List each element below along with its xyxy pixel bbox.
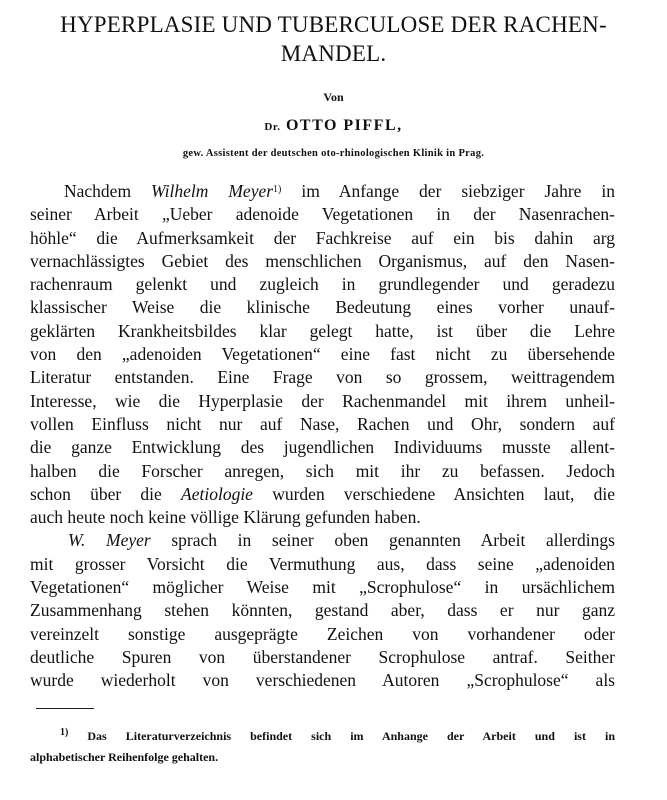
paragraph-1-line: auch heute noch keine völlige Klärung gefunden haben.	[30, 507, 421, 528]
footnote-reference: 1)	[273, 184, 282, 195]
text-run: schon über die	[30, 483, 182, 504]
paragraph-1-line	[30, 180, 615, 203]
paragraph-1-line: geklärten Krankheitsbildes klar gelegt hatte, ist über die Lehre	[30, 320, 615, 341]
paragraph-1-line	[30, 483, 615, 506]
paragraph-1-line: vollen Einfluss nicht nur auf Nase, Rachen und Ohr, sondern auf	[30, 413, 615, 434]
paragraph-2-line: mit grosser Vorsicht die Vermuthung aus, dass seine „adenoiden	[30, 553, 615, 574]
title-line-2: MANDEL.	[280, 41, 387, 66]
paragraph-1-line: vernachlässigtes Gebiet des menschlichen Organismus, auf den Nasen-	[30, 250, 615, 271]
text-run: sprach in seiner oben genannten Arbeit allerdings	[150, 530, 615, 551]
paragraph-2-line: deutliche Spuren von überstandener Scrophulose antraf. Seither	[30, 646, 615, 667]
author-line	[0, 117, 667, 135]
paragraph-1-line: klassischer Weise die klinische Bedeutung eines vorher unauf-	[30, 297, 615, 318]
footnote-line: alphabetischer Reihenfolge gehalten.	[30, 750, 219, 764]
text-run: Nachdem	[64, 181, 152, 201]
footnote-line	[30, 726, 615, 747]
author-title: Dr.	[264, 121, 281, 133]
paragraph-1-line: höhle“ die Aufmerksamkeit der Fachkreise auf ein bis dahin arg	[30, 227, 615, 248]
footnote-marker: 1)	[60, 727, 69, 738]
author-name: OTTO PIFFL,	[285, 117, 403, 134]
paragraph-2-line	[30, 529, 615, 552]
paragraph-2-line: vereinzelt sonstige ausgeprägte Zeichen von vorhandener oder	[30, 623, 615, 644]
paragraph-1-line: seiner Arbeit „Ueber adenoide Vegetationen in der Nasenrachen-	[30, 204, 615, 225]
paragraph-2-line: Zusammenhang stehen könnten, gestand aber, dass er nur ganz	[30, 600, 615, 621]
paragraph-1-line: Interesse, wie die Hyperplasie der Rachenmandel mit ihrem unheil-	[30, 390, 615, 411]
paragraph-1-line: die ganze Entwicklung des jugendlichen Individuums musste allent-	[30, 437, 615, 458]
paragraph-1-line: von den „adenoiden Vegetationen“ eine fast nicht zu übersehende	[30, 344, 615, 365]
cited-author-name: Wilhelm Meyer	[151, 181, 274, 201]
paragraph-1-line: halben die Forscher anregen, sich mit ihr zu befassen. Jedoch	[30, 460, 615, 481]
paragraph-2-line: wurde wiederholt von verschiedenen Autoren „Scrophulose“ als	[30, 670, 615, 691]
title-line-1: HYPERPLASIE UND TUBERCULOSE DER RACHEN-	[60, 12, 607, 37]
cited-author-name: W. Meyer	[68, 530, 151, 551]
footnote	[30, 726, 615, 768]
emphasized-term: Aetiologie	[181, 483, 253, 504]
article-title	[20, 10, 647, 68]
by-label: Von	[323, 90, 344, 104]
text-run: im Anfange der siebziger Jahre in	[281, 181, 615, 201]
author-affiliation: gew. Assistent der deutschen oto-rhinologischen Klinik in Prag.	[182, 148, 485, 159]
body-text	[30, 180, 615, 693]
paragraph-1-line: rachenraum gelenkt und zugleich in grundlegender und geradezu	[30, 274, 615, 295]
footnote-divider	[36, 708, 94, 709]
paragraph-2-line: Vegetationen“ möglicher Weise mit „Scrophulose“ in ursächlichem	[30, 577, 615, 598]
paragraph-1-line: Literatur entstanden. Eine Frage von so grossem, weittragendem	[30, 367, 615, 388]
text-run: Das Literaturverzeichnis befindet sich im Anhange der Arbeit und ist in	[68, 729, 615, 743]
text-run: wurden verschiedene Ansichten laut, die	[252, 483, 615, 504]
